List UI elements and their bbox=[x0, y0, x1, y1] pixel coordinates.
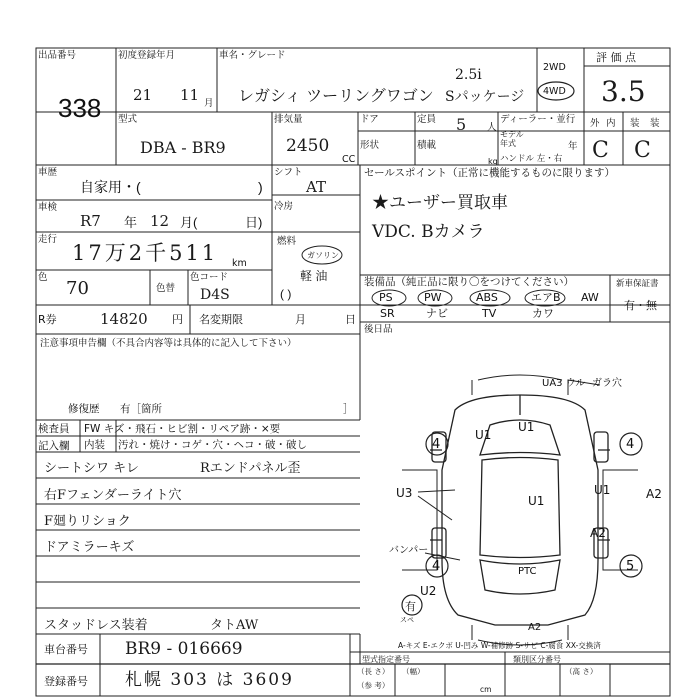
diagram-u1-c: U1 bbox=[528, 494, 545, 508]
cc-label: 排気量 bbox=[274, 114, 303, 125]
recycle-amount: 14820 bbox=[100, 310, 148, 328]
grade-1: 2.5i bbox=[455, 67, 482, 83]
spare-label: 有 bbox=[405, 600, 416, 613]
record-5b: タトAW bbox=[210, 618, 259, 633]
plate-no: 札幌 303 は 3609 bbox=[125, 670, 294, 690]
model-year-unit: 年 bbox=[568, 141, 578, 152]
repair-history-label: 修復歴 bbox=[68, 403, 100, 415]
diagram-u1-a: U1 bbox=[475, 428, 492, 442]
car-name-label: 車名・グレード bbox=[219, 50, 286, 61]
equipment-navi: ナビ bbox=[426, 307, 448, 320]
record-2: 右Fフェンダーライト穴 bbox=[44, 488, 182, 503]
fuel-gasoline: ガソリン bbox=[307, 251, 339, 260]
equipment-abs: ABS bbox=[476, 291, 498, 304]
drive-2wd: 2WD bbox=[543, 62, 566, 73]
spec-change-label: 型式指定番号 bbox=[362, 655, 410, 664]
ac-label: 冷房 bbox=[274, 201, 294, 212]
equipment-leather: カワ bbox=[532, 307, 554, 320]
color: 70 bbox=[66, 278, 89, 299]
warranty-label: 新車保証書 bbox=[616, 279, 659, 289]
exterior-label: 外 bbox=[590, 118, 600, 129]
record-5: スタッドレス装着 bbox=[44, 618, 148, 633]
model: DBA - BR9 bbox=[140, 138, 226, 157]
plate-label: 登録番号 bbox=[44, 675, 88, 688]
record-label: 記入欄 bbox=[38, 440, 70, 452]
interior-check-label: 内装 bbox=[84, 439, 105, 451]
inspection-month: 12 bbox=[150, 212, 170, 230]
cm-unit: cm bbox=[480, 685, 492, 694]
title-limit-label: 名変期限 bbox=[199, 313, 243, 326]
month-unit: 月 bbox=[204, 98, 214, 109]
interior-label-1: 内 bbox=[606, 118, 616, 129]
spare-sub: スペ bbox=[400, 616, 414, 624]
score-label: 評 価 点 bbox=[596, 51, 636, 64]
shift: AT bbox=[306, 178, 327, 196]
diagram-bumper-note: バンパー bbox=[389, 545, 429, 556]
legend: A-キズ E-エクボ U-凹み W-補修跡 S-サビ C-腐食 XX-交換済 bbox=[398, 641, 601, 650]
color-change-label: 色替 bbox=[156, 283, 176, 294]
model-label: 型式 bbox=[118, 114, 138, 125]
record-1b: Rエンドパネル歪 bbox=[200, 461, 301, 476]
interior-label-2: 装 bbox=[630, 118, 640, 129]
equipment-sr: SR bbox=[380, 307, 395, 320]
cc-unit: CC bbox=[342, 154, 356, 165]
car-name: レガシィ ツーリングワゴン bbox=[238, 86, 434, 105]
cc: 2450 bbox=[286, 136, 330, 156]
usage-close: ) bbox=[258, 179, 263, 195]
inspector-items: FW キズ・飛石・ヒビ割・リペア跡・×要 bbox=[84, 423, 281, 435]
diagram-a2-mid: A2 bbox=[590, 526, 606, 540]
equipment-airbag: エアB bbox=[531, 291, 561, 304]
equipment-pw: PW bbox=[424, 291, 442, 304]
first-reg-year: 21 bbox=[133, 86, 153, 104]
fuel-label: 燃料 bbox=[277, 236, 297, 247]
repair-close: ］ bbox=[343, 403, 354, 415]
tire-fr: 4 bbox=[626, 437, 635, 452]
usage: 自家用・( bbox=[80, 179, 141, 195]
first-reg-label: 初度登録年月 bbox=[118, 50, 176, 61]
width-label: （幅） bbox=[402, 667, 425, 676]
sales-point-1: ★ユーザー買取車 bbox=[372, 193, 508, 213]
record-4: ドアミラーキズ bbox=[44, 540, 135, 555]
sales-point-label: セールスポイント（正常に機能するものに限ります） bbox=[364, 167, 616, 179]
sales-point-2: VDC. Bカメラ bbox=[372, 222, 485, 242]
dealer-label: ディーラー・並行 bbox=[500, 114, 576, 125]
tire-rl: 4 bbox=[432, 559, 441, 574]
day-label: 日 bbox=[345, 313, 356, 326]
inspection-day-unit: 日) bbox=[245, 215, 263, 230]
mileage-label: 走行 bbox=[38, 234, 58, 245]
chassis-no: BR9 - 016669 bbox=[125, 639, 243, 659]
diagram-u2: U2 bbox=[420, 584, 437, 598]
interior-check-items: 汚れ・焼け・コゲ・穴・ヘコ・破・破し bbox=[118, 439, 307, 451]
warranty-value: 有・無 bbox=[624, 299, 657, 312]
color-label: 色 bbox=[38, 272, 48, 283]
usage-label: 車歴 bbox=[38, 167, 58, 178]
seats: 5 bbox=[456, 115, 467, 134]
door-label: ドア bbox=[360, 114, 379, 125]
yen-unit: 円 bbox=[172, 313, 183, 326]
model-year-label-2: 年式 bbox=[500, 139, 516, 148]
shape-label: 形状 bbox=[360, 140, 380, 151]
length-label: （長 さ） bbox=[357, 667, 390, 676]
diagram-u1-b: U1 bbox=[518, 420, 535, 434]
model-year-label-1: モデル bbox=[500, 130, 524, 139]
kg-unit: kg bbox=[488, 157, 498, 166]
fuel-diesel: 軽 油 bbox=[300, 269, 328, 283]
mileage: 17万2千511 bbox=[72, 241, 219, 265]
interior-grade: C bbox=[634, 138, 651, 163]
diagram-u3: U3 bbox=[396, 486, 413, 500]
first-reg-month: 11 bbox=[180, 86, 200, 104]
interior-label-3: 装 bbox=[650, 118, 660, 129]
ref-label: （参 考） bbox=[357, 681, 390, 690]
inspection-era: R7 bbox=[80, 212, 101, 230]
category-label: 類別区分番号 bbox=[513, 655, 561, 664]
seats-label: 定員 bbox=[417, 114, 437, 125]
lot-number: 338 bbox=[58, 93, 102, 123]
chassis-label: 車台番号 bbox=[44, 643, 88, 656]
grade-2: Sパッケージ bbox=[445, 89, 525, 105]
equipment-aw: AW bbox=[581, 291, 599, 304]
color-code: D4S bbox=[200, 287, 230, 303]
diagram-top-note2: ガラ穴 bbox=[592, 378, 622, 389]
color-code-label: 色コード bbox=[190, 272, 229, 283]
drive-4wd: 4WD bbox=[543, 86, 566, 97]
height-label: （高 さ） bbox=[565, 667, 598, 676]
rear-seat-label: 後日品 bbox=[364, 324, 393, 335]
inspection-year-unit: 年 bbox=[124, 215, 138, 230]
tire-rr: 5 bbox=[626, 559, 635, 574]
score: 3.5 bbox=[601, 75, 646, 108]
record-3: F廻りリショク bbox=[44, 514, 131, 529]
exterior-grade: C bbox=[592, 138, 609, 163]
diagram-top-note: UA3 ウル bbox=[542, 378, 586, 389]
shift-label: シフト bbox=[274, 167, 303, 178]
diagram-u1-d: U1 bbox=[594, 483, 611, 497]
repair-history-value: 有［箇所 bbox=[120, 403, 162, 415]
notes-label: 注意事項申告欄（不具合内容等は具体的に記入して下さい） bbox=[40, 338, 297, 349]
load-label: 積載 bbox=[417, 140, 437, 151]
month-label: 月 bbox=[295, 313, 306, 326]
handle-label: ハンドル 左・右 bbox=[500, 154, 563, 164]
diagram-a2-bottom: A2 bbox=[528, 622, 542, 633]
inspection-label: 車検 bbox=[38, 202, 58, 213]
diagram-a2-right: A2 bbox=[646, 487, 662, 501]
recycle-label: R券 bbox=[38, 313, 57, 326]
lot-label: 出品番号 bbox=[38, 50, 77, 61]
equipment-tv: TV bbox=[482, 307, 497, 320]
inspection-month-unit: 月( bbox=[180, 215, 198, 230]
record-1: シートシワ キレ bbox=[44, 461, 140, 476]
diagram-ptc-note: PTC bbox=[518, 566, 537, 577]
seats-unit: 人 bbox=[487, 122, 497, 133]
tire-fl: 4 bbox=[432, 437, 441, 452]
equipment-label: 装備品（純正品に限り〇をつけてください） bbox=[364, 276, 574, 288]
inspector-label: 検査員 bbox=[38, 423, 70, 435]
fuel-paren: ( ) bbox=[280, 287, 292, 301]
km-unit: km bbox=[232, 258, 247, 269]
equipment-ps: PS bbox=[379, 291, 393, 304]
